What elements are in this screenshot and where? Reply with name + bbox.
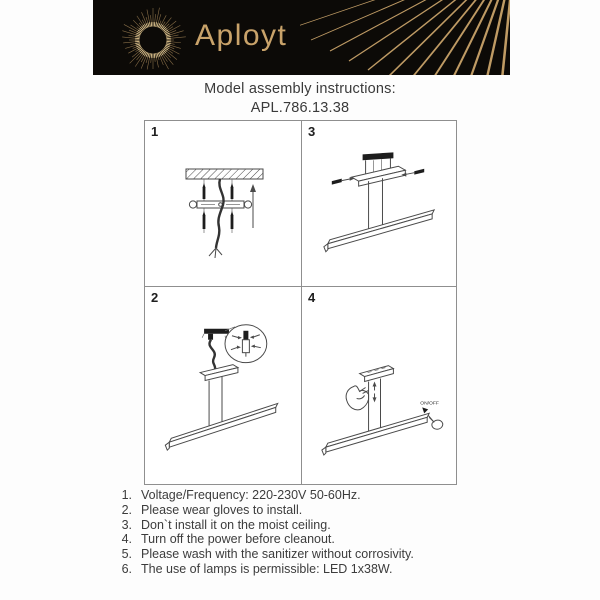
instruction-item: 4. Turn off the power before cleanout. (121, 532, 335, 547)
brand-name: Aployt (195, 19, 288, 52)
panel-step2 (145, 287, 301, 484)
model-number: APL.786.13.38 (250, 99, 350, 116)
canopy (360, 366, 394, 382)
instructions-list (112, 488, 512, 577)
switch-label: ON/OFF (420, 401, 439, 407)
ceiling-slab (186, 169, 263, 179)
panel-number: 3 (308, 124, 316, 139)
panel-number: 1 (151, 124, 159, 139)
title-block (0, 80, 600, 117)
mounting-bracket (189, 201, 251, 208)
panel-step1 (145, 121, 301, 286)
assembly-grid (144, 120, 457, 485)
instruction-item: 6. The use of lamps is permissible: LED 1x38W. (121, 561, 393, 576)
panel-step3 (302, 121, 456, 286)
instruction-item: 3. Don`t install it on the moist ceiling. (121, 517, 331, 532)
light-bar (165, 403, 277, 450)
connection-wire (209, 340, 215, 370)
wiring-connection-diagram (145, 287, 301, 484)
screws-upper (202, 183, 233, 199)
brand-banner (93, 0, 510, 75)
side-screw-left (332, 177, 355, 185)
panel-number: 2 (151, 290, 159, 305)
instruction-item: 2. Please wear gloves to install. (121, 502, 303, 517)
instruction-item: 1. Voltage/Frequency: 220-230V 50-60Hz. (121, 488, 361, 502)
up-down-arrows (373, 382, 377, 403)
hand-sketch (346, 386, 368, 410)
panel-step4 (302, 287, 456, 484)
ceiling-bracket-diagram (145, 121, 301, 286)
sunburst-logo-icon (117, 4, 189, 76)
magnifier-detail (225, 325, 267, 363)
suspension-rods (369, 178, 383, 233)
canopy-fixing-diagram (302, 121, 456, 286)
suspension-rods (209, 377, 222, 430)
canopy (200, 365, 238, 381)
page-title: Model assembly instructions: (204, 81, 396, 97)
light-bar (324, 210, 434, 252)
panel-number: 4 (308, 290, 316, 305)
light-bar (322, 413, 429, 455)
instruction-item: 5. Please wash with the sanitizer without corrosivity. (121, 547, 414, 562)
canopy (352, 166, 406, 186)
corner-ray-decoration (300, 0, 510, 75)
hanging-wire (209, 179, 224, 258)
height-adjust-diagram (302, 287, 456, 484)
